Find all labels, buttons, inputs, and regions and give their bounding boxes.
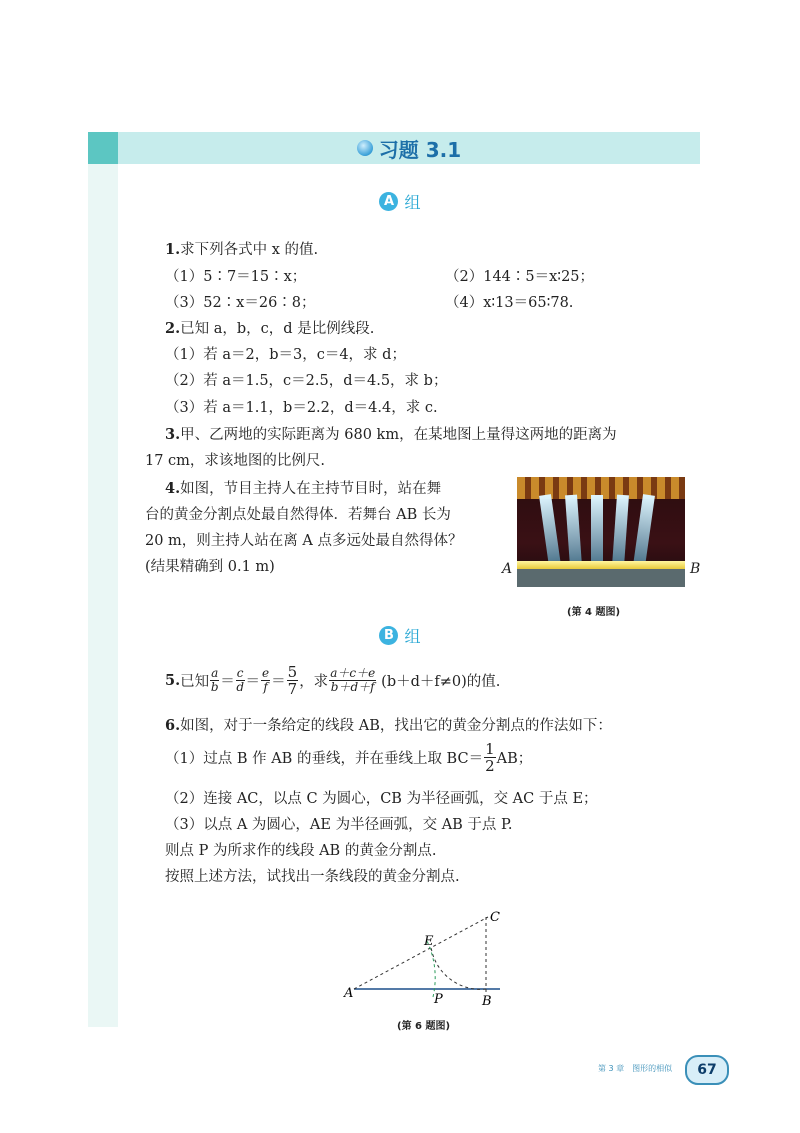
q4-line-4: (结果精确到 0.1 m) (145, 559, 275, 575)
point-e-label: E (424, 934, 434, 949)
q4-line-2: 台的黄金分割点处最自然得体．若舞台 AB 长为 (145, 507, 451, 523)
fraction: $\frac{5}{7}$ (287, 663, 298, 698)
point-c-label: C (490, 910, 500, 925)
fraction: $\frac{1}{2}$ (485, 740, 495, 775)
q6-stem: 6.如图，对于一条给定的线段 AB，找出它的黄金分割点的作法如下： (165, 717, 612, 734)
q1-part-1: （1）5∶7＝15∶x； (165, 269, 307, 285)
q6-step-2: （2）连接 AC，以点 C 为圆心，CB 为半径画弧，交 AC 于点 E； (165, 791, 598, 807)
chapter-footer: 第 3 章 图形的相似 (598, 1064, 673, 1073)
q6-step-3: （3）以点 A 为圆心，AE 为半径画弧，交 AB 于点 P. (165, 817, 513, 833)
q2-part-3: （3）若 a＝1.1，b＝2.2，d＝4.4，求 c. (165, 400, 438, 416)
q6-step-5: 按照上述方法，试找出一条线段的黄金分割点. (165, 869, 460, 885)
q3-line-1: 3.甲、乙两地的实际距离为 680 km，在某地图上量得这两地的距离为 (165, 426, 617, 443)
fraction: $\frac{a}{b}$ (210, 666, 219, 694)
figure-6-caption: (第 6 题图) (397, 1021, 451, 1032)
stage-edge (517, 561, 685, 569)
header-accent-block (88, 132, 118, 164)
fraction: $\frac{c}{d}$ (236, 666, 244, 694)
group-b-letter: B (379, 626, 398, 645)
spotlight-beam (612, 495, 629, 566)
fraction: $\frac{a+c+e}{b+d+f}$ (330, 666, 376, 694)
figure-4-caption: (第 4 题图) (567, 607, 621, 618)
fraction: $\frac{e}{f}$ (262, 666, 270, 694)
q1-part-2: （2）144∶5＝x∶25； (445, 269, 595, 285)
arc-c (431, 947, 486, 989)
golden-section-diagram (340, 905, 520, 1015)
q5-line: 5. 已知 $\frac{a}{b}$ ＝ $\frac{c}{d}$ ＝ $\frac{e}{f}$ ＝ $\frac{5}{7}$ ，求 $\frac{a+c+e}{b+d+f}$ (b＋d＋f≠0)的值. (165, 663, 501, 698)
spotlight-beam (539, 494, 561, 565)
point-a-label: A (344, 986, 354, 1001)
spotlight-beam (565, 495, 582, 566)
spotlight-beam (591, 495, 603, 565)
group-b-label: 组 (404, 627, 421, 646)
page-number: 67 (685, 1055, 729, 1085)
q2-stem: 2.已知 a，b，c，d 是比例线段. (165, 320, 375, 337)
q6-step-1: （1）过点 B 作 AB 的垂线，并在垂线上取 BC＝ $\frac{1}{2}$ AB； (165, 740, 533, 775)
q2-part-2: （2）若 a＝1.5，c＝2.5，d＝4.5，求 b； (165, 373, 448, 389)
q4-line-1: 4.如图，节目主持人在主持节目时，站在舞 (165, 480, 442, 497)
group-a-heading (0, 190, 800, 213)
page-sidebar (88, 132, 118, 1027)
q4-line-3: 20 m，则主持人站在离 A 点多远处最自然得体？ (145, 533, 463, 549)
section-header (118, 132, 700, 164)
stage-photo (517, 477, 685, 587)
q3-line-2: 17 cm，求该地图的比例尺. (145, 453, 326, 469)
q1-stem: 1.求下列各式中 x 的值. (165, 241, 319, 258)
globe-icon (357, 140, 373, 156)
q6-step-4: 则点 P 为所求作的线段 AB 的黄金分割点. (165, 843, 437, 859)
q2-part-1: （1）若 a＝2，b＝3，c＝4，求 d； (165, 347, 406, 363)
point-p-label: P (434, 992, 443, 1007)
group-a-letter: A (379, 192, 398, 211)
segment-ac (354, 917, 488, 989)
group-a-label: 组 (404, 193, 421, 212)
group-b-heading (0, 624, 800, 647)
photo-label-b: B (690, 561, 701, 577)
point-b-label: B (482, 994, 492, 1009)
section-title: 习题 3.1 (378, 137, 462, 162)
stage-floor (517, 569, 685, 587)
q1-part-3: （3）52∶x＝26∶8； (165, 295, 316, 311)
photo-label-a: A (502, 561, 513, 577)
q1-part-4: （4）x∶13＝65∶78. (445, 295, 574, 311)
spotlight-beam (633, 494, 655, 565)
